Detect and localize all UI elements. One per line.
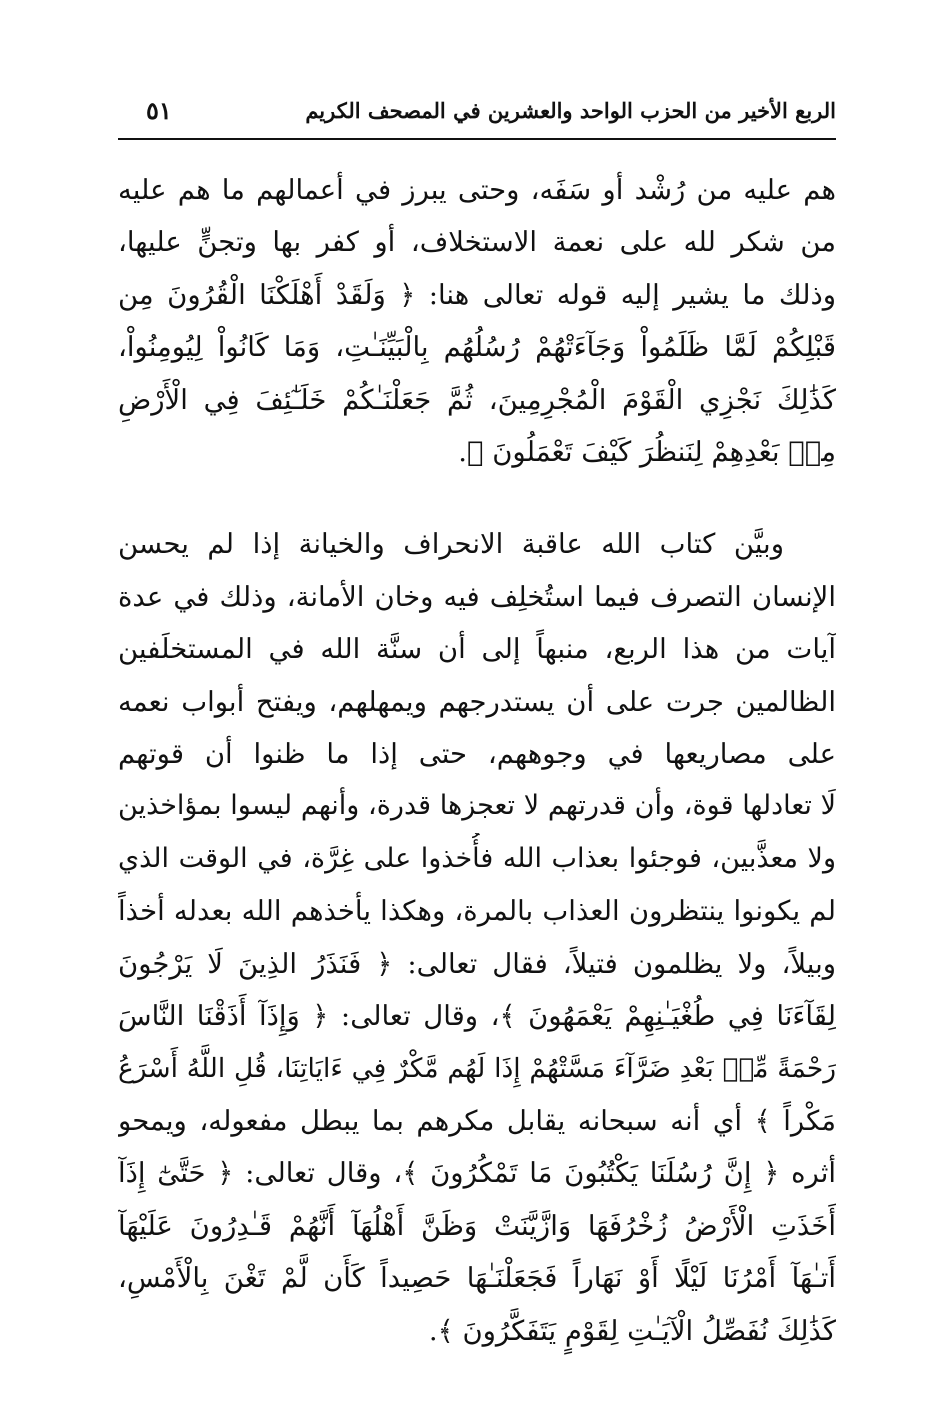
page-number: ٥١ [146,96,172,125]
paragraph-2 [118,518,836,1357]
header-title: الربع الأخير من الحزب الواحد والعشرين في المصحف الكريم [305,98,836,123]
text-line: ولا معذَّبين، فوجئوا بعذاب الله فأُخذوا على غِرَّة، في الوقت الذي [118,842,836,874]
text-line: الظالمين جرت على أن يستدرجهم ويمهلهم، ويفتح أبواب نعمه [118,685,836,718]
text-line: وبيلاً، ولا يظلمون فتيلاً، فقال تعالى: ﴿ فَنَذَرُ الذِينَ لَا يَرْجُونَ [118,947,836,980]
text-line: أَخَذَتِ الْأَرْضُ زُخْرُفَهَا وَازَّيَّنَتْ وَظَنَّ أَهْلُهَآ أَنَّهُمْ قَـٰدِرُونَ عَلَيْهَآ [118,1209,836,1242]
text-line: لِقَآءَنَا فِي طُغْيَـٰنِهِمْ يَعْمَهُونَ ﴾، وقال تعالى: ﴿ وَإِذَآ أَذَقْنَا النَّاسَ [118,1000,836,1033]
document-page [118,92,836,1362]
text-line: على مصاريعها في وجوههم، حتى إذا ما ظنوا أن قوتهم [118,738,836,771]
text-line: لم يكونوا ينتظرون العذاب بالمرة، وهكذا يأخذهم الله بعدله أخذاً [118,895,836,928]
text-line: آيات من هذا الربع، منبهاً إلى أن سنَّة الله في المستخلَفين [118,633,836,666]
text-line: لَا تعادلها قوة، وأن قدرتهم لا تعجزها قدرة، وأنهم ليسوا بمؤاخذين [118,790,836,822]
text-line: هم عليه من رُشْد أو سَفَه، وحتى يبرز في أعمالهم ما هم عليه [118,174,836,206]
text-line: وبيَّن كتاب الله عاقبة الانحراف والخيانة إذا لم يحسن [118,528,784,561]
running-header [118,92,836,140]
text-line: أَتـٰهَآ أَمْرُنَا لَيْلًا أَوْ نَهَاراً فَجَعَلْنَـٰهَا حَصِيداً كَأَن لَّمْ تَغْنَ بِالْأَمْسِ، [118,1262,836,1295]
text-line: مَكْراً ﴾ أي أنه سبحانه يقابل مكرهم بما يبطل مفعوله، ويمحو [118,1104,836,1137]
text-line: وذلك ما يشير إليه قوله تعالى هنا: ﴿ وَلَقَدْ أَهْلَكْنَا الْقُرُونَ مِن [118,278,836,311]
paragraph-1 [118,164,836,478]
text-line: الإنسان التصرف فيما استُخلِف فيه وخان الأمانة، وذلك في عدة [118,580,836,613]
text-line: رَحْمَةً مِّنۢ بَعْدِ ضَرَّآءَ مَسَّتْهُمْ إِذَا لَهُم مَّكْرٌ فِي ءَايَاتِنَا، قُلِ اللَّهُ أَسْرَعُ [118,1052,836,1084]
text-line: من شكر لله على نعمة الاستخلاف، أو كفر بها وتجنٍّ عليها، [118,226,836,259]
text-line: كَذَٰلِكَ نَجْزِي الْقَوْمَ الْمُجْرِمِينَ، ثُمَّ جَعَلْنَـٰكُمْ خَلَـٰٓئِفَ فِي الْأَرْضِ [118,383,836,416]
text-line: كَذَٰلِكَ نُفَصِّلُ الْآيَـٰتِ لِقَوْمٍ يَتَفَكَّرُونَ ﴾. [428,1314,836,1347]
text-line: قَبْلِكُمْ لَمَّا ظَلَمُواْ وَجَآءَتْهُمْ رُسُلُهُم بِالْبَيِّنَـٰتِ، وَمَا كَانُواْ لِيُومِنُواْ، [118,331,836,364]
text-line: مِنۢ بَعْدِهِمْ لِنَنظُرَ كَيْفَ تَعْمَلُونَ ﴾. [458,436,836,469]
text-line: أثره ﴿ إِنَّ رُسُلَنَا يَكْتُبُونَ مَا تَمْكُرُونَ ﴾، وقال تعالى: ﴿ حَتَّىٰٓ إِذَآ [118,1157,836,1190]
